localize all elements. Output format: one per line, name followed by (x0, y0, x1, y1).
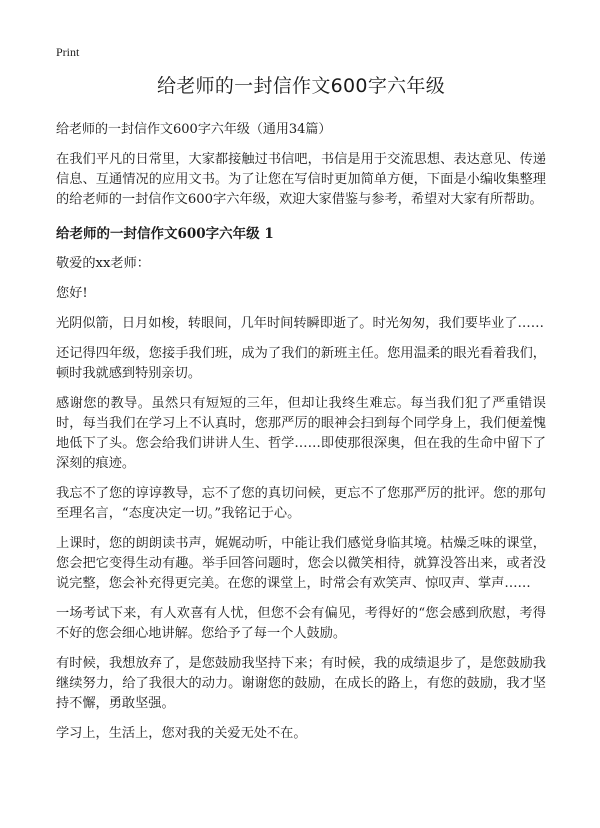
body-paragraph: 感谢您的教导。虽然只有短短的三年，但却让我终生难忘。每当我们犯了严重错误时，每当我们在学习上不认真时，您那严厉的眼神会扫到每个同学身上，我们便羞愧地低下了头。您会给我们讲讲人生、哲学……即使那很深奥，但在我的生命中留下了深刻的痕迹。 (56, 396, 546, 471)
body-paragraph: 光阴似箭，日月如梭，转眼间，几年时间转瞬即逝了。时光匆匆，我们要毕业了…… (56, 316, 544, 331)
section-heading: 给老师的一封信作文600字六年级 1 (56, 226, 274, 242)
body-paragraph: 上课时，您的朗朗读书声，娓娓动听，中能让我们感觉身临其境。枯燥乏味的课堂，您会把它变得生动有趣。举手回答问题时，您会以微笑相待，就算没答出来，或者没说完整，您会补充得更完美。在您的课堂上，时常会有欢笑声、惊叹声、掌声…… (56, 536, 546, 591)
intro-paragraph: 在我们平凡的日常里，大家都接触过书信吧，书信是用于交流思想、表达意见、传递信息、互通情况的应用文书。为了让您在写信时更加简单方便，下面是小编收集整理的给老师的一封信作文600字六年级，欢迎大家借鉴与参考，希望对大家有所帮助。 (56, 152, 546, 207)
letter-salutation: 敬爱的xx老师： (56, 256, 150, 271)
body-paragraph: 还记得四年级，您接手我们班，成为了我们的新班主任。您用温柔的眼光看着我们，顿时我就感到特别亲切。 (56, 346, 546, 381)
print-link[interactable]: Print (56, 45, 80, 59)
body-paragraph: 学习上，生活上，您对我的关爱无处不在。 (56, 726, 307, 741)
body-paragraph: 有时候，我想放弃了，是您鼓励我坚持下来；有时候，我的成绩退步了，是您鼓励我继续努力，给了我很大的动力。谢谢您的鼓励，在成长的路上，有您的鼓励，我才坚持不懈，勇敢坚强。 (56, 656, 546, 711)
body-paragraph: 一场考试下来，有人欢喜有人忧，但您不会有偏见，考得好的“您会感到欣慰，考得不好的您会细心地讲解。您给予了每一个人鼓励。 (56, 606, 546, 641)
document-subtitle: 给老师的一封信作文600字六年级（通用34篇） (56, 122, 332, 137)
letter-greeting: 您好! (56, 286, 88, 301)
page-title: 给老师的一封信作文600字六年级 (156, 75, 446, 97)
body-paragraph: 我忘不了您的谆谆教导，忘不了您的真切问候，更忘不了您那严厉的批评。您的那句至理名言，“态度决定一切。”我铭记于心。 (56, 486, 546, 521)
